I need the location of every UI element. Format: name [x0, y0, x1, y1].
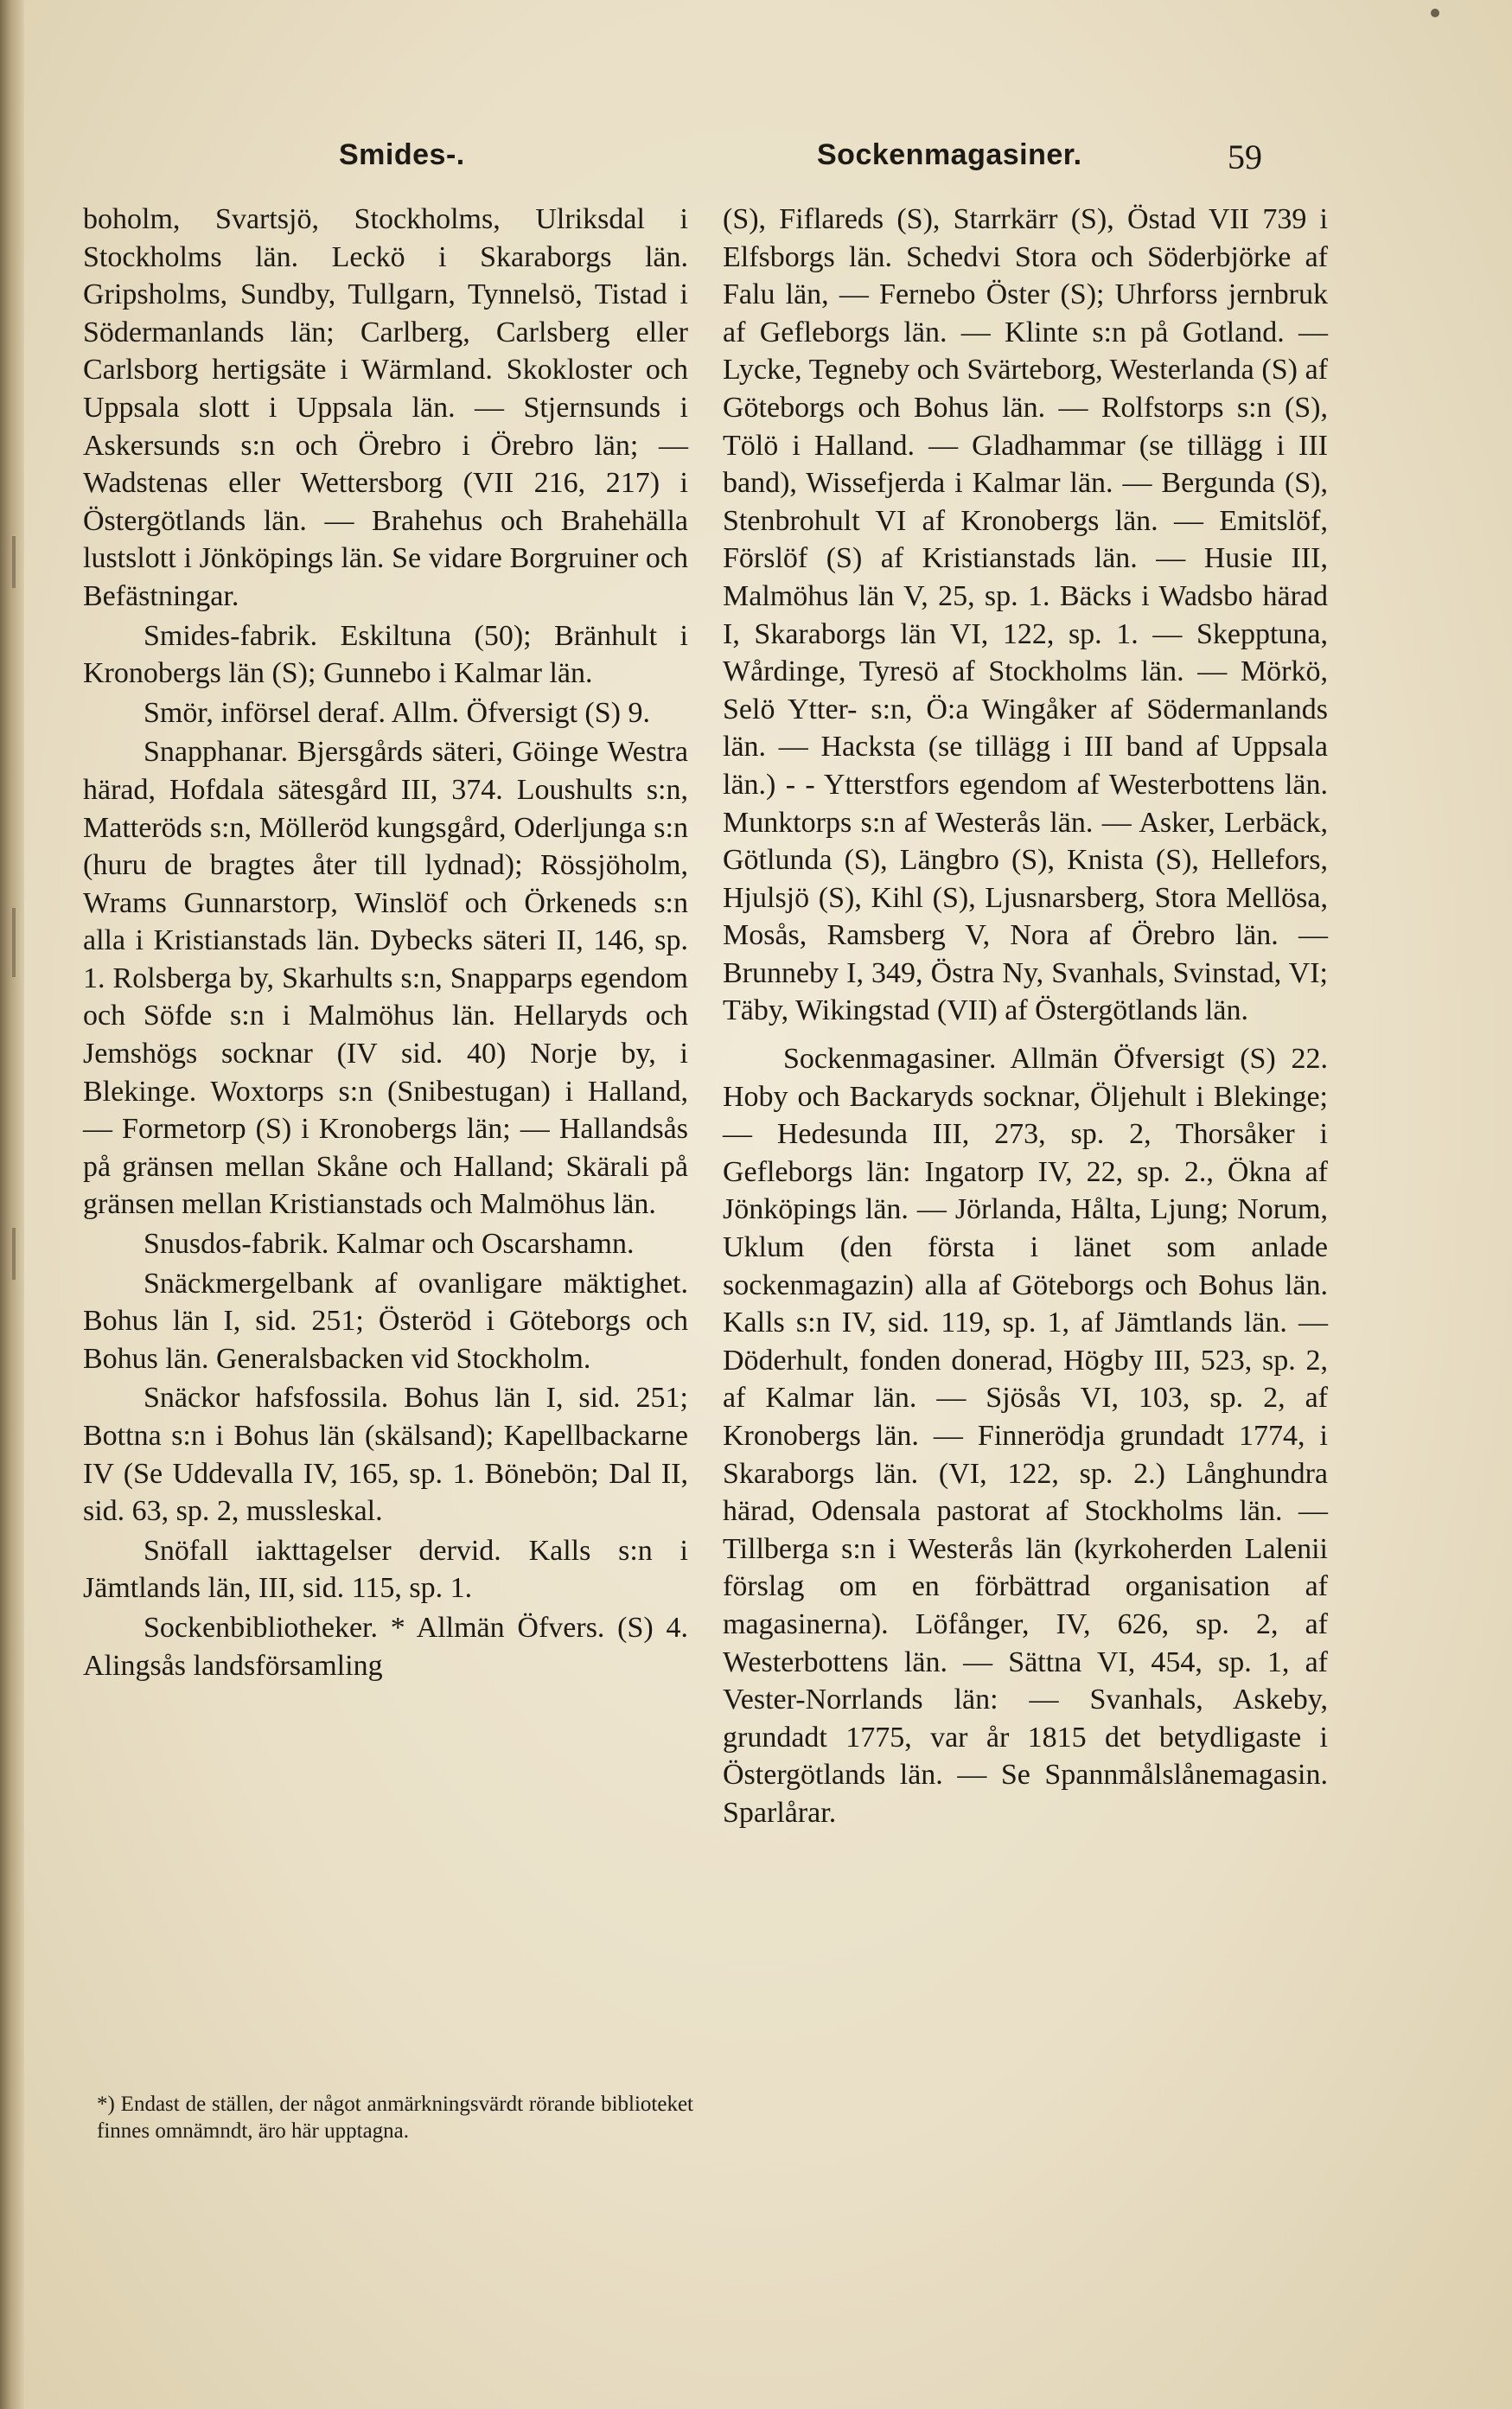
entry-paragraph: Snöfall iakttagelser dervid. Kalls s:n i Jämtlands län, III, sid. 115, sp. 1. — [83, 1534, 688, 1605]
entry-paragraph: Smör, införsel deraf. Allm. Öfversigt (S) 9. — [144, 696, 650, 729]
entry-paragraph: (S), Fiflareds (S), Starrkärr (S), Östad VII 739 i Elfsborgs län. Schedvi Stora och Söderbjörke af Falu län, — Fernebo Öster (S); Uhrforss jernbruk af Gefleborgs län. — Klinte s:n på Gotland. — Lycke, Tegneby och Svärteborg, Westerlanda (S) af Göteborgs och Bohus län. — Rolfstorps s:n (S), Tölö i Halland. — Gladhammar (se tillägg i III band), Wissefjerda i Kalmar län. — Bergunda (S), Stenbrohult VI af Kronobergs län. — Emitslöf, Förslöf (S) af Kristianstads län. — Husie III, Malmöhus län V, 25, sp. 1. Bäcks i Wadsbo härad I, Skaraborgs län VI, 122, sp. 1. — Skepptuna, Wårdinge, Tyresö af Stockholms län. — Mörkö, Selö Ytter- s:n, Ö:a Wingåker af Södermanlands län. — Hacksta (se tillägg i III band af Uppsala län.) - - Ytterstfors egendom af Westerbottens län. Munktorps s:n af Westerås län. — Asker, Lerbäck, Götlunda (S), Längbro (S), Knista (S), Hellefors, Hjulsjö (S), Kihl (S), Ljusnarsberg, Stora Mellösa, Mosås, Ramsberg V, Nora af Örebro län. — Brunneby I, 349, Östra Ny, Svanhals, Svinstad, VI; Täby, Wikingstad (VII) af Östergötlands län. — [723, 203, 1328, 1027]
margin-mark — [12, 1228, 16, 1280]
left-column — [83, 201, 688, 1684]
header-right-keyword: Sockenmagasiner. — [817, 138, 1082, 171]
page-binding-edge — [0, 0, 24, 2409]
entry-paragraph: Snäckmergelbank af ovanligare mäktighet. Bohus län I, sid. 251; Österöd i Göteborgs och Bohus län. Generalsbacken vid Stockholm. — [83, 1267, 688, 1375]
right-column — [723, 201, 1328, 1832]
footnote: *) Endast de ställen, der något anmärkningsvärdt rörande biblioteket finnes omnämndt, äro här upptagna. — [97, 2093, 693, 2143]
entry-paragraph: Snusdos-fabrik. Kalmar och Oscarshamn. — [144, 1228, 635, 1261]
entry-paragraph: Snäckor hafsfossila. Bohus län I, sid. 251; Bottna s:n i Bohus län (skälsand); Kapellbackarne IV (Se Uddevalla IV, 165, sp. 1. Bönebön; Dal II, sid. 63, sp. 2, mussleskal. — [83, 1382, 688, 1528]
entry-paragraph: Sockenmagasiner. Allmän Öfversigt (S) 22. Hoby och Backaryds socknar, Öljehult i Blekinge; — Hedesunda III, 273, sp. 2, Thorsåker i Gefleborgs län: Ingatorp IV, 22, sp. 2., Ökna af Jönköpings län. — Jörlanda, Hålta, Ljung; Norum, Uklum (den första i länet som anlade sockenmagazin) alla af Göteborgs och Bohus län. Kalls s:n IV, sid. 119, sp. 1, af Jämtlands län. — Döderhult, fonden donerad, Högby III, 523, sp. 2, af Kalmar län. — Sjösås VI, 103, sp. 2, af Kronobergs län. — Finnerödja grundadt 1774, i Skaraborgs län. (VI, 122, sp. 2.) Långhundra härad, Odensala pastorat af Stockholms län. — Tillberga s:n i Westerås län (kyrkoherden Lalenii förslag om en förbättrad organisation af magasinerna). Löfånger, IV, 626, sp. 2, af Westerbottens län. — Sättna VI, 454, sp. 1, af Vester-Norrlands län: — Svanhals, Askeby, grundadt 1775, var år 1815 det betydligaste i Östergötlands län. — Se Spannmålslånemagasin. Sparlårar. — [723, 1043, 1328, 1829]
entry-paragraph: Smides-fabrik. Eskiltuna (50); Bränhult i Kronobergs län (S); Gunnebo i Kalmar län. — [83, 619, 688, 690]
ink-spot — [1431, 9, 1439, 17]
entry-paragraph: Sockenbibliotheker. * Allmän Öfvers. (S) 4. Alingsås landsförsamling — [83, 1611, 688, 1682]
page-number: 59 — [1228, 137, 1262, 176]
entry-paragraph: boholm, Svartsjö, Stockholms, Ulriksdal i Stockholms län. Leckö i Skaraborgs län. Gripsholms, Sundby, Tullgarn, Tynnelsö, Tistad i Södermanlands län; Carlberg, Carlsberg eller Carlsborg hertigsäte i Wärmland. Skokloster och Uppsala slott i Uppsala län. — Stjernsunds i Askersunds s:n och Örebro i Örebro län; — Wadstenas eller Wettersborg (VII 216, 217) i Östergötlands län. — Brahehus och Brahehälla lustslott i Jönköpings län. Se vidare Borgruiner och Befästningar. — [83, 203, 688, 612]
margin-mark — [12, 908, 16, 977]
entry-paragraph: Snapphanar. Bjersgårds säteri, Göinge Westra härad, Hofdala sätesgård III, 374. Loushults s:n, Matteröds s:n, Mölleröd kungsgård, Oderljunga s:n (huru de bragtes åter till lydnad); Rössjöholm, Wrams Gunnarstorp, Winslöf och Örkeneds s:n alla i Kristianstads län. Dybecks säteri II, 146, sp. 1. Rolsberga by, Skarhults s:n, Snapparps egendom och Söfde s:n i Malmöhus län. Hellaryds och Jemshögs socknar (IV sid. 40) Norje by, i Blekinge. Woxtorps s:n (Snibestugan) i Halland, — Formetorp (S) i Kronobergs län; — Hallandsås på gränsen mellan Skåne och Halland; Skärali på gränsen mellan Kristianstads och Malmöhus län. — [83, 736, 688, 1221]
running-header — [0, 138, 1512, 190]
header-left-keyword: Smides-. — [339, 138, 465, 171]
margin-mark — [12, 536, 16, 588]
